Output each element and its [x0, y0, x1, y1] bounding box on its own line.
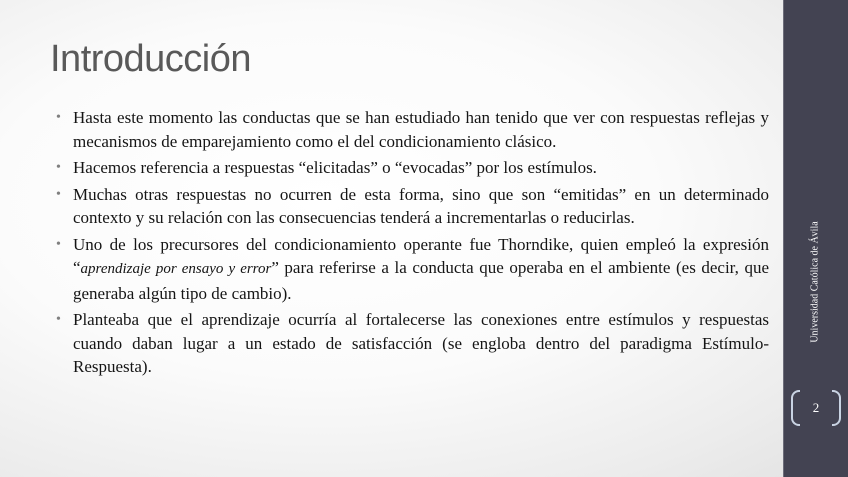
bullet-item — [56, 233, 769, 306]
bullet-dot-icon: • — [56, 236, 61, 252]
page-number: 2 — [812, 400, 820, 415]
slide-content — [56, 106, 769, 382]
bullet-item — [56, 106, 769, 153]
bullet-text: Hacemos referencia a respuestas “elicitadas” o “evocadas” por los estímulos. — [73, 158, 597, 177]
bullet-item — [56, 156, 769, 180]
bullet-dot-icon: • — [56, 186, 61, 202]
bullet-item — [56, 183, 769, 230]
sidebar-university-label: Universidad Católica de Ávila — [809, 221, 821, 343]
bullet-dot-icon: • — [56, 160, 61, 175]
bullet-emphasis: aprendizaje por ensayo y error — [80, 261, 272, 277]
bullet-text: Planteaba que el aprendizaje ocurría al fortalecerse las conexiones entre estímulos y respuestas cuando daban lugar a un estado de satisfacción (se engloba dentro del paradigma Estímulo-Respuesta). — [73, 310, 769, 376]
bullet-text: Hasta este momento las conductas que se han estudiado han tenido que ver con respuestas reflejas y mecanismos de emparejamiento como el del condicionamiento clásico. — [73, 108, 769, 151]
right-brace-icon — [832, 390, 841, 426]
bullet-dot-icon: • — [56, 312, 61, 327]
bullet-dot-icon: • — [56, 110, 61, 125]
bullet-text: Muchas otras respuestas no ocurren de esta forma, sino que son “emitidas” en un determinado contexto y su relación con las consecuencias tenderá a incrementarlas o reducirlas. — [73, 184, 769, 227]
bullet-list — [56, 106, 769, 379]
slide-title: Introducción — [50, 38, 252, 80]
page-number-box — [788, 390, 844, 426]
bullet-text-before: Uno de los precursores del condicionamiento operante fue Thorndike, quien empleó la expresión “ — [73, 234, 769, 277]
sidebar-divider — [783, 0, 784, 477]
bullet-text-after: ” para referirse a la conducta que operaba en el ambiente (es decir, que generaba algún tipo de cambio). — [73, 258, 770, 303]
bullet-item — [56, 308, 769, 379]
